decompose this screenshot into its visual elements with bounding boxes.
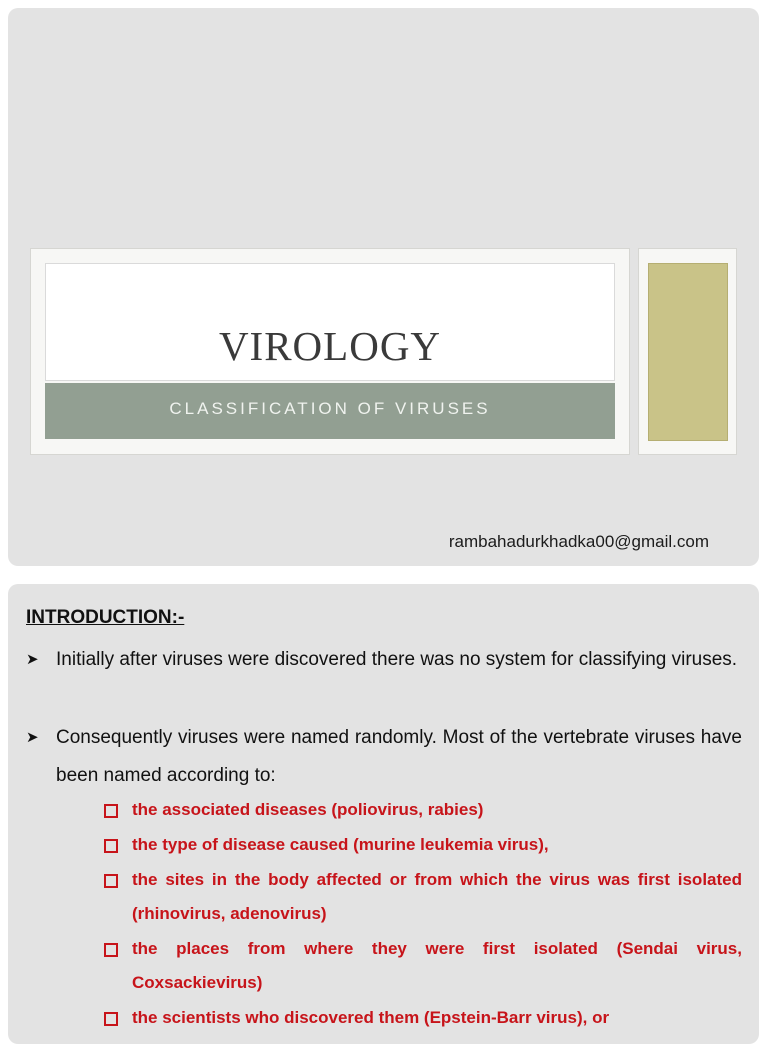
accent-block bbox=[648, 263, 728, 441]
arrow-bullet-icon: ➤ bbox=[26, 729, 39, 746]
bullet-text: Consequently viruses were named randomly. Most of the vertebrate viruses have been named according to: bbox=[56, 727, 742, 786]
sub-item bbox=[104, 932, 742, 1000]
arrow-bullet-icon: ➤ bbox=[26, 651, 39, 668]
checkbox-bullet-icon bbox=[104, 943, 118, 957]
checkbox-bullet-icon bbox=[104, 839, 118, 853]
subtitle-band bbox=[45, 383, 615, 439]
sub-item-text: the scientists who discovered them (Epstein-Barr virus), or bbox=[132, 1008, 610, 1027]
sub-item bbox=[104, 1001, 742, 1035]
bullet-item bbox=[26, 719, 742, 795]
slide-subtitle: CLASSIFICATION OF VIRUSES bbox=[169, 399, 491, 418]
sub-item-text: the type of disease caused (murine leukemia virus), bbox=[132, 835, 549, 854]
sub-item-text: the places from where they were first isolated (Sendai virus, Coxsackievirus) bbox=[132, 939, 742, 992]
sub-item-text: the sites in the body affected or from which the virus was first isolated (rhinovirus, adenovirus) bbox=[132, 870, 742, 923]
checkbox-bullet-icon bbox=[104, 874, 118, 888]
slide-title: VIROLOGY bbox=[218, 323, 442, 369]
accent-frame bbox=[638, 248, 737, 455]
bullet-item bbox=[26, 641, 742, 679]
sub-item-text: the associated diseases (poliovirus, rabies) bbox=[132, 800, 484, 819]
checkbox-bullet-icon bbox=[104, 804, 118, 818]
author-email: rambahadurkhadka00@gmail.com bbox=[448, 532, 709, 551]
sub-item bbox=[104, 863, 742, 931]
section-heading: INTRODUCTION:- bbox=[26, 607, 185, 628]
introduction-slide bbox=[8, 584, 759, 1044]
sub-item bbox=[104, 828, 742, 862]
title-slide bbox=[8, 8, 759, 566]
bullet-text: Initially after viruses were discovered there was no system for classifying viruses. bbox=[56, 649, 738, 670]
sub-item bbox=[104, 793, 742, 827]
title-box bbox=[45, 263, 615, 381]
title-frame bbox=[30, 248, 630, 455]
